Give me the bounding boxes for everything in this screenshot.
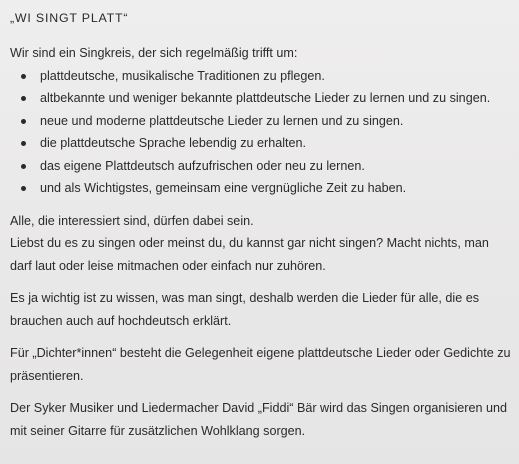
paragraph-1-line-2: Liebst du es zu singen oder meinst du, du kannst gar nicht singen? Macht nichts, man [10,236,489,250]
paragraph-3-line-2: präsentieren. [10,368,84,383]
paragraph-3-line-1: Für „Dichter*innen“ besteht die Gelegenheit eigene plattdeutsche Lieder oder Gedichte zu [10,346,511,360]
bullet-icon [21,164,26,169]
bullet-icon [21,119,26,124]
paragraph-4-line-1: Der Syker Musiker und Liedermacher David „Fiddi“ Bär wird das Singen organisieren und [10,401,507,415]
bullet-icon [21,74,26,79]
list-item: altbekannte und weniger bekannte plattdeutsche Lieder zu lernen und zu singen. [10,87,509,110]
bullet-icon [21,96,26,101]
paragraph-2-line-1: Es ja wichtig ist zu wissen, was man singt, deshalb werden die Lieder für alle, die es [10,291,480,305]
document-title: „WI SINGT PLATT“ [10,11,129,25]
list-item: neue und moderne plattdeutsche Lieder zu lernen und zu singen. [10,110,509,133]
paragraph-2-line-2: brauchen auch auf hochdeutsch erklärt. [10,313,232,328]
list-item: und als Wichtigstes, gemeinsam eine vergnügliche Zeit zu haben. [10,177,509,200]
bullet-list [10,65,509,200]
paragraph-1-line-3: darf laut oder leise mitmachen oder einfach nur zuhören. [10,258,326,273]
list-item: plattdeutsche, musikalische Traditionen zu pflegen. [10,65,509,88]
paragraph-4-line-2: mit seiner Gitarre für zusätzlichen Wohlklang sorgen. [10,423,306,438]
list-item: das eigene Plattdeutsch aufzufrischen oder neu zu lernen. [10,155,509,178]
bullet-icon [21,186,26,191]
paragraph-1-line-1: Alle, die interessiert sind, dürfen dabei sein. [10,213,254,228]
intro-text: Wir sind ein Singkreis, der sich regelmäßig trifft um: [10,46,298,60]
bullet-icon [21,141,26,146]
list-item: die plattdeutsche Sprache lebendig zu erhalten. [10,132,509,155]
